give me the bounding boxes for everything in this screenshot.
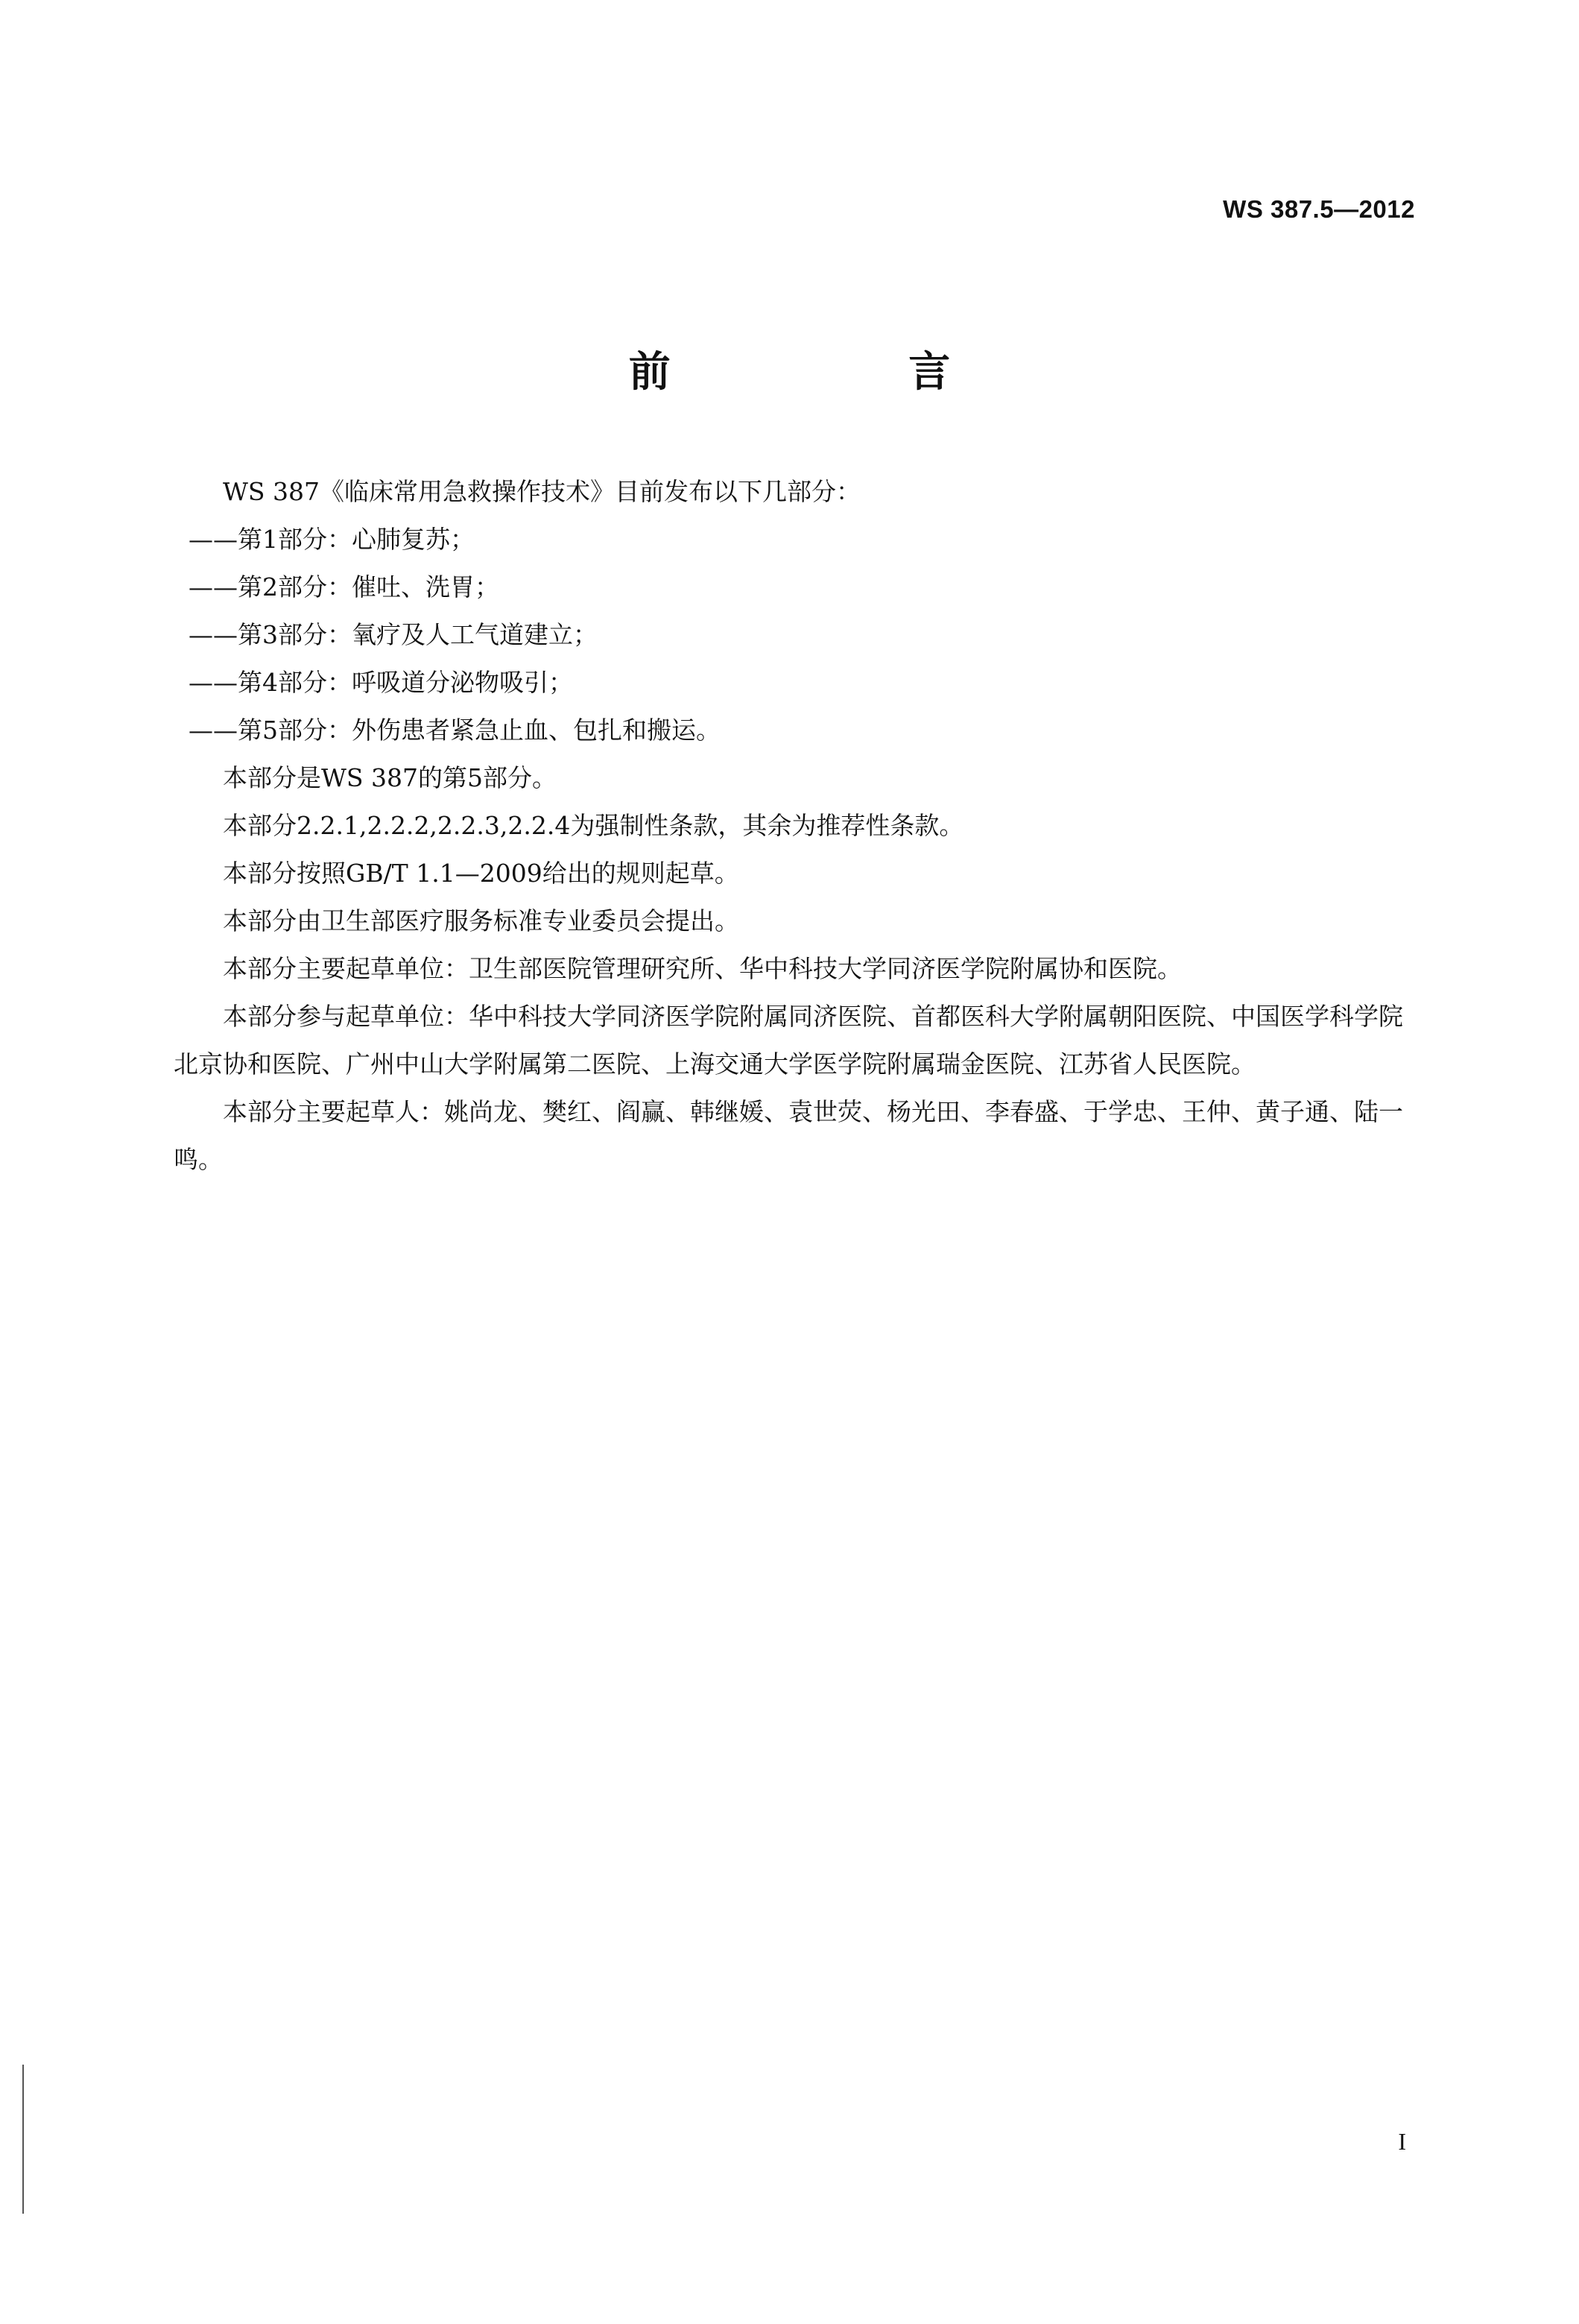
- list-item-part-2: ——第2部分：催吐、洗胃；: [189, 572, 499, 601]
- paragraph-part-statement: 本部分是WS 387的第5部分。: [223, 763, 557, 792]
- page-number: I: [1398, 2128, 1406, 2155]
- paragraph-participating-units: 本部分参与起草单位：华中科技大学同济医学院附属同济医院、首都医科大学附属朝阳医院、中国医学科学院北京协和医院、广州中山大学附属第二医院、上海交通大学医学院附属瑞金医院、江苏省人民医院。: [174, 1002, 1403, 1079]
- foreword-body: [174, 468, 1411, 1184]
- page-title: 前 言: [628, 348, 1063, 397]
- list-item-part-4: ——第4部分：呼吸道分泌物吸引；: [189, 668, 573, 697]
- list-item-part-5: ——第5部分：外伤患者紧急止血、包扎和搬运。: [189, 716, 721, 745]
- standard-code: WS 387.5—2012: [1223, 195, 1415, 223]
- list-item-part-3: ——第3部分：氧疗及人工气道建立；: [189, 620, 598, 649]
- paragraph-mandatory-clauses: 本部分2.2.1,2.2.2,2.2.3,2.2.4为强制性条款，其余为推荐性条款。: [223, 811, 964, 840]
- paragraph-main-drafting-units: 本部分主要起草单位：卫生部医院管理研究所、华中科技大学同济医学院附属协和医院。: [223, 954, 1182, 983]
- scan-edge-line: [22, 2065, 24, 2214]
- list-item-part-1: ——第1部分：心肺复苏；: [189, 525, 475, 554]
- paragraph-proposer: 本部分由卫生部医疗服务标准专业委员会提出。: [223, 906, 739, 935]
- paragraph-main-drafters: 本部分主要起草人：姚尚龙、樊红、阎赢、韩继媛、袁世荧、杨光田、李春盛、于学忠、王仲、黄子通、陆一鸣。: [174, 1097, 1403, 1174]
- paragraph-intro: WS 387《临床常用急救操作技术》目前发布以下几部分：: [223, 477, 861, 506]
- paragraph-drafting-rules: 本部分按照GB/T 1.1—2009给出的规则起草。: [223, 859, 739, 888]
